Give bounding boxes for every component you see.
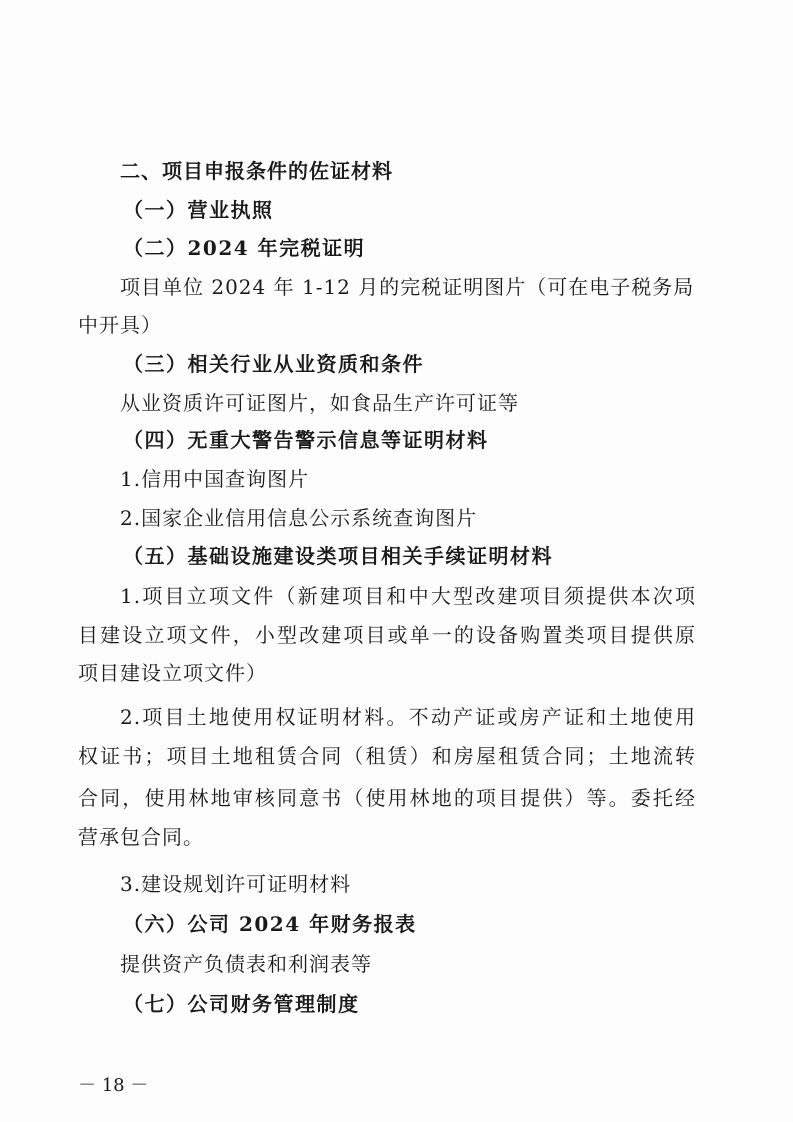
list-item: 2.国家企业信用信息公示系统查询图片 (120, 506, 478, 530)
subsection-heading-6: （六）公司 2024 年财务报表 (123, 912, 417, 936)
paragraph-line: 营承包合同。 (78, 825, 204, 849)
section-heading: 二、项目申报条件的佐证材料 (120, 159, 393, 183)
paragraph-line: 提供资产负债表和利润表等 (120, 952, 372, 976)
list-item: 3.建设规划许可证明材料 (120, 872, 352, 896)
paragraph-line: 项目建设立项文件） (78, 661, 267, 685)
list-item: 1.信用中国查询图片 (120, 467, 310, 491)
list-item: 1.项目立项文件（新建项目和中大型改建项目须提供本次项 (120, 584, 696, 608)
subsection-heading-2: （二）2024 年完税证明 (123, 236, 366, 260)
paragraph-line: 中开具） (78, 313, 162, 337)
paragraph-line: 从业资质许可证图片，如食品生产许可证等 (120, 391, 519, 415)
paragraph-line: 权证书；项目土地租赁合同（租赁）和房屋租赁合同；土地流转 (78, 744, 696, 768)
list-item: 2.项目土地使用权证明材料。不动产证或房产证和土地使用 (120, 705, 696, 729)
subsection-heading-5: （五）基础设施建设类项目相关手续证明材料 (123, 544, 553, 568)
paragraph-line: 项目单位 2024 年 1-12 月的完税证明图片（可在电子税务局 (120, 275, 695, 299)
paragraph-line: 目建设立项文件，小型改建项目或单一的设备购置类项目提供原 (78, 623, 696, 647)
subsection-heading-7: （七）公司财务管理制度 (123, 992, 360, 1016)
page-number: － 18 － (78, 1075, 149, 1096)
paragraph-line: 合同，使用林地审核同意书（使用林地的项目提供）等。委托经 (78, 786, 696, 810)
subsection-heading-4: （四）无重大警告警示信息等证明材料 (123, 428, 489, 452)
subsection-heading-1: （一）营业执照 (123, 198, 274, 222)
subsection-heading-3: （三）相关行业从业资质和条件 (123, 352, 424, 376)
